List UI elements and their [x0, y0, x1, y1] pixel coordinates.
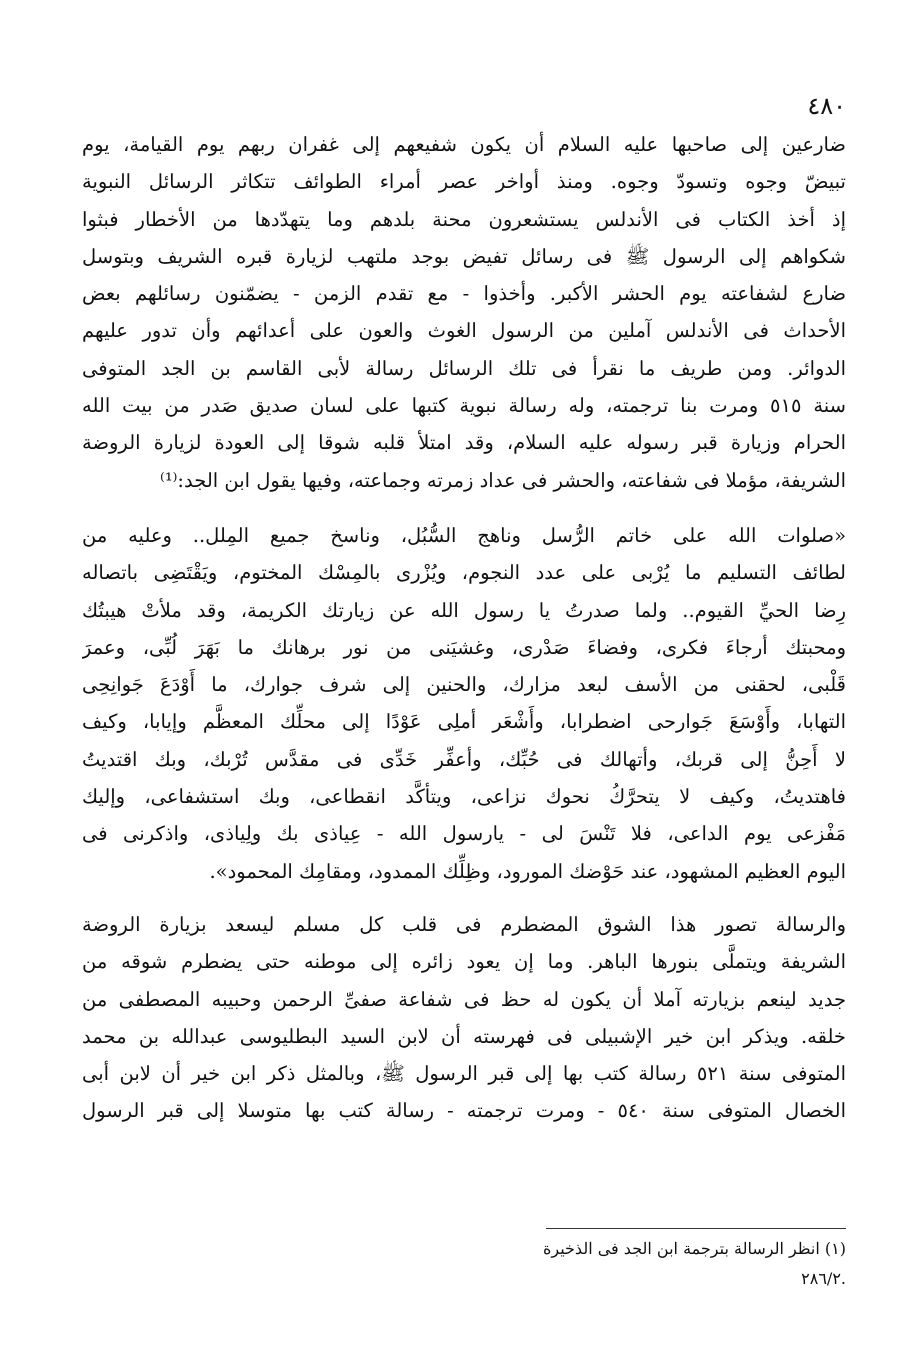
footnote-line: (١) انظر الرسالة بترجمة ابن الجد فى الذخيرة	[542, 1239, 846, 1258]
text-line: الدوائر. ومن طريف ما نقرأ فى تلك الرسائل رسالة لأبى القاسم بن الجد المتوفى	[82, 356, 846, 380]
quote-line: مَفْزعى يوم الداعى، فلا تَنْسَ لى - يارسول الله - عِياذى بك ولِياذى، واذكرنى فى	[82, 822, 846, 846]
text-line: الشريفة ويتملَّى بنورها الباهر. وما إن يعود زائره إلى موطنه حتى يضطرم شوقه من	[82, 950, 846, 974]
footnote-divider	[546, 1228, 846, 1229]
text-line: ضارعين إلى صاحبها عليه السلام أن يكون شفيعهم إلى غفران ربهم يوم القيامة، يوم	[82, 133, 846, 156]
quote-line: التهابا، وأَوْسَعَ جَوارحى اضطرابا، وأَشْعَر أملِى عَوْدًا إلى محلِّك المعظَّم وإيابا، وكيف	[82, 710, 846, 734]
body-text	[82, 126, 846, 1130]
text-line: شكواهم إلى الرسول ﷺ فى رسائل تفيض بوجد ملتهب لزيارة قبره الشريف وبتوسل	[82, 244, 846, 268]
page-number: ٤٨٠	[807, 92, 846, 120]
paragraph-2	[82, 906, 846, 1130]
text-line: الخصال المتوفى سنة ٥٤٠ - ومرت ترجمته - رسالة كتب بها متوسلا إلى قبر الرسول	[82, 1099, 846, 1123]
text-line: الأحداث فى الأندلس آملين من الرسول الغوث والعون على أعدائهم وأن تدور عليهم	[82, 319, 846, 343]
quote-line: رِضا الحيِّ القيوم.. ولما صدرتُ يا رسول الله عن زيارتك الكريمة، وقد ملأتْ هيبتُك	[82, 598, 846, 622]
text-line: المتوفى سنة ٥٢١ رسالة كتب بها إلى قبر الرسول ﷺ، وبالمثل ذكر ابن خير أن لابن أبى	[82, 1062, 846, 1086]
quote-line: فاهتديتُ، وكيف لا يتحرَّكُ نحوك نزاعى، ويتأكَّد انقطاعى، وبك استشفاعى، وإليك	[82, 785, 846, 809]
text-line: ضارع لشفاعته يوم الحشر الأكبر. وأخذوا - مع تقدم الزمن - يضمّنون رسائلهم بعض	[82, 282, 846, 306]
paragraph-gap	[82, 499, 846, 517]
quote-line: قَلْبى، لحقنى من الأسف لبعد مزارك، والحنين إلى شرف جوارك، ما أَوْدَعَ جَوانِحِى	[82, 673, 846, 697]
footnote-line: .٢٨٦/٢	[801, 1269, 846, 1288]
text-line: إذ أخذ الكتاب فى الأندلس يستشعرون محنة بلدهم وما يتهدّدها من الأخطار فبثوا	[82, 207, 846, 231]
quote-line: لطائف التسليم ما يُرْبى على عدد النجوم، ويُزْرى بالمِسْك المختوم، ويَقْتَضِى باتصاله	[82, 561, 846, 585]
text-line: والرسالة تصور هذا الشوق المضطرم فى قلب كل مسلم ليسعد بزيارة الروضة	[82, 912, 846, 936]
footnotes	[82, 1234, 846, 1294]
text-line: الحرام وزيارة قبر رسوله عليه السلام، وقد امتلأ قلبه شوقا إلى العودة لزيارة الروضة	[82, 431, 846, 455]
text-line: خلقه. ويذكر ابن خير الإشبيلى فى فهرسته أن لابن السيد البطليوسى عبدالله بن محمد	[82, 1024, 846, 1048]
quote-line: «صلوات الله على خاتم الرُّسل وناهج السُّبُل، وناسخ جميع المِلل.. وعليه من	[82, 523, 846, 547]
quote-line: لا أَحِنُّ إلى قربك، وأتهالك فى حُبِّك، وأعفِّر خَدِّى فى مقدَّس تُرْبك، وبك اقتديتُ	[82, 747, 846, 771]
text-line: تبيضّ وجوه وتسودّ وجوه. ومنذ أواخر عصر أمراء الطوائف تتكاثر الرسائل النبوية	[82, 170, 846, 194]
quote-line: ومحبتك أرجاءَ فكرى، وفضاءَ صَدْرى، وغشيَنى من نور برهانك ما بَهَرَ لُبِّى، وعمرَ	[82, 635, 846, 659]
quoted-letter	[82, 517, 846, 890]
quote-line: اليوم العظيم المشهود، عند حَوْضك المورود، وظِلِّك الممدود، ومقامِك المحمود».	[209, 859, 846, 883]
paragraph-1	[82, 126, 846, 499]
paragraph-gap	[82, 890, 846, 906]
text-line: جديد لينعم بزيارته آملا أن يكون له حظ فى شفاعة صفىِّ الرحمن وحبيبه المصطفى من	[82, 987, 846, 1011]
text-line: الشريفة، مؤملا فى شفاعته، والحشر فى عداد زمرته وجماعته، وفيها يقول ابن الجد:⁽¹⁾	[160, 468, 846, 492]
text-line: سنة ٥١٥ ومرت بنا ترجمته، وله رسالة نبوية كتبها على لسان صديق صَدر من بيت الله	[82, 394, 846, 418]
